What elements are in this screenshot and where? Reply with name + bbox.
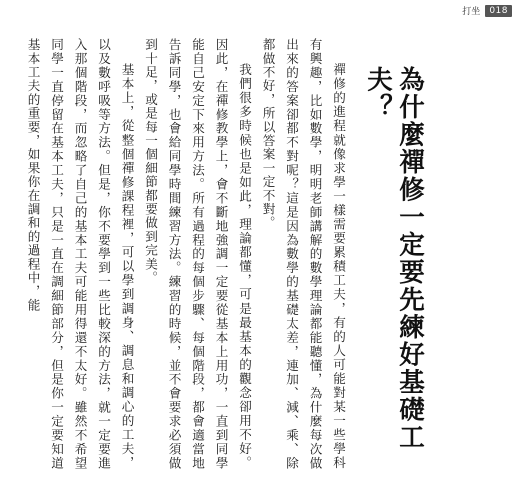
body-text [25, 38, 350, 470]
page-header [462, 4, 512, 17]
page-number-badge: 018 [485, 5, 512, 17]
paragraph-2: 我們很多時候也是如此，理論都懂，可是最基本的觀念卻用不好。因此，在禪修教學上，會不斷地強調一定要從基本上用功，一直到同學能自己安定下來用方法。所有過程的每個步驟、每個階段，都會適當地告訴同學，也會給同學時間練習方法。練習的時候，並不會要求必須做到十足，或是每一個細節都要做到完美。 [143, 38, 252, 470]
paragraph-3: 基本上，從整個禪修課程裡，可以學到調身、調息和調心的工夫，以及數呼吸等方法。但是，你不要學到一些比較深的方法，就一定要進入那個階段，而忽略了自己的基本工夫可能用得還不太好。雖然不希望同學一直停留在基本工夫，只是一直在調細節部分，但是你一定要知道基本工夫的重要，如果你在調和的過程中，能 [25, 38, 135, 470]
running-header-section: 打坐 [462, 7, 481, 17]
chapter-title: 為什麼禪修一定要先練好基礎工夫？ [363, 66, 425, 451]
paragraph-1: 禪修的進程就像求學一樣需要累積工夫，有的人可能對某一些學科有興趣，比如數學，明明老師講解的數學理論都能聽懂，為什麼每次做出來的答案卻都不對呢？這是因為數學的基礎太差，連加、減、乘、除都做不好，所以答案一定不對。 [260, 38, 346, 470]
